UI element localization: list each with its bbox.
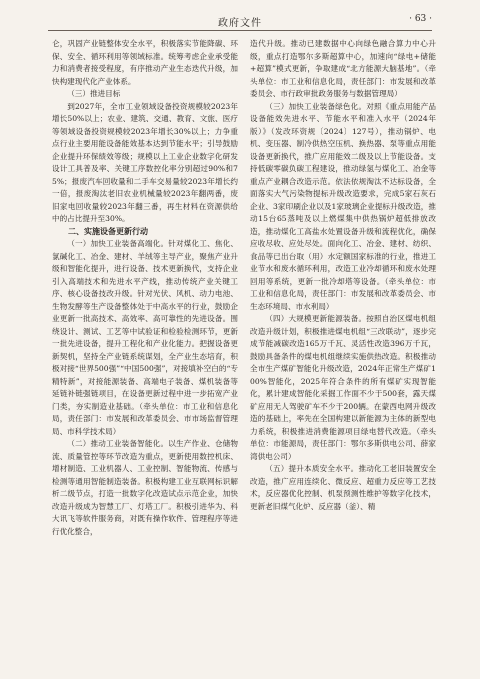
page-header	[0, 0, 480, 32]
right-column	[250, 38, 436, 674]
section-heading: 二、实施设备更新行动	[68, 226, 148, 236]
left-column	[52, 38, 238, 674]
paragraph: 到2027年，全市工业领域设备投资规模较2023年增长50%以上；农业、建筑、交通、教育、文旅、医疗等领域设备投资规模较2023年增长30%以上；力争重点行业主要用能设备能效基本达到节能水平；引导鼓励企业提升环保绩效等级；规模以上工业企业数字化研发设计工具普及率、关键工序数控化率分别超过90%和75%；报废汽车回收量和二手车交易量较2023年增长约一倍，报废淘汰老旧农业机械量较2023年翻两番，废旧家电回收量较2023年翻三番，再生材料在资源供给中的占比提升至30%。	[52, 101, 238, 223]
header-rule	[48, 30, 432, 31]
subsection-heading: （三）推进目标	[67, 89, 121, 98]
paragraph: （一）加快工业装备高端化。针对煤化工、焦化、氯碱化工、冶金、建材、羊绒等主导产业，聚焦产业升级和智能化提升，进行设备、技术更新换代，支持企业引入高端技术和先进水平产线，推动传统产业关键工序、核心设备技改升级。针对光伏、风机、动力电池、生物发酵等生产设备整体处于中高水平的行业，鼓励企业更新一批高技术、高效率、高可靠性的先进设备。围绕设计、测试、工艺等中试验证和检验检测环节，更新一批先进设备，提升工程化和产业化能力。把握设备更新契机，坚持全产业链系统谋划，全产业生态培育，积极对接“世界500强”“中国500强”，对接填补空白的“专精特新”，对接能源装备、高端电子装备、煤机装备等延链补链强链项目，在设备更新过程中进一步拓宽产业门类，夯实制造业基础。（牵头单位：市工业和信息化局，责任部门：市发展和改革委员会、市市场监督管理局、市科学技术局）	[52, 239, 238, 436]
journal-title: 政府文件	[218, 18, 262, 29]
paragraph: （五）提升本质安全水平。推动化工老旧装置安全改造，推广应用连续化、微反应、超重力反应等工艺技术，反应器优化控制、机泵预测性维护等数字化技术，更新老旧煤气化炉、反应器（釜）、精	[250, 464, 436, 511]
paragraph: （四）大规模更新能源装备。按照自治区煤电机组改造升级计划，积极推进煤电机组“三改联动”，逐步完成节能减碳改造165万千瓦、灵活性改造396万千瓦，鼓励具备条件的煤电机组继续实施供热改造。积极推动全市生产煤矿智能化升级改造，2024年正常生产煤矿100%智能化，2025年符合条件的所有煤矿实现智能化，累计建成智能化采掘工作面不少于500套，露天煤矿应用无人驾驶矿车不少于200辆。在蒙西电网升级改造的基础上，率先在全国构建以新能源为主体的新型电力系统，积极推进消费能源项目绿电替代改造。（牵头单位：市能源局，责任部门：鄂尔多斯供电公司、薛家湾供电公司）	[250, 314, 436, 461]
page-number: · 63 ·	[409, 14, 432, 24]
paragraph: （三）加快工业装备绿色化。对照《重点用能产品设备能效先进水平、节能水平和准入水平（2024年版）》（发改环资规〔2024〕127号），推动锅炉、电机、变压器、制冷供热空压机、换热器、泵等重点用能设备更新换代，推广应用能效二级及以上节能设备。支持低碳零碳负碳工程建设，推动绿氢与煤化工、冶金等重点产业耦合改造示范。依法依规淘汰不达标设备，全面落实大气污染物提标升级改造要求，完成5家石灰石企业、3家印刷企业以及1家玻璃企业提标升级改造，推动15台65蒸吨及以上燃煤集中供热锅炉超低排放改造，推动煤化工高盐水处置设备升级和流程优化，确保应收尽收、应处尽处。面向化工、冶金、建材、纺织、食品等已出台取（用）水定额国家标准的行业，推进工业节水和废水循环利用，改造工业冷却循环和废水处理回用等系统，更新一批冷却塔等设备。（牵头单位：市工业和信息化局，责任部门：市发展和改革委员会、市生态环境局、市水利局）	[250, 101, 436, 311]
paragraph: 仑，巩固产业链整体安全水平，积极落实节能降碳、环保、安全、循环利用等领域标准。统筹考虑企业承受能力和消费者接受程度，有序推动产业生态迭代升级，加快构建现代化产业体系。	[52, 39, 238, 86]
paragraph: 造代升级。推动已建数据中心向绿色融合算力中心升级，重点打造鄂尔多斯超算中心，加速向“绿电+储能+超算”模式更新，争取建成“北方能源大脑基地”。（牵头单位：市工业和信息化局，责任部门：市发展和改革委员会、市行政审批政务服务与数据管理局）	[250, 39, 436, 98]
paragraph: （二）推动工业装备智能化。以生产作业、仓储物流、质量管控等环节改造为重点，更新使用数控机床、增材制造、工业机器人、工业控制、智能物流、传感与检测等通用智能制造装备。积极构建工业互联网标识解析二级节点，打造一批数字化改造试点示范企业，加快改造升级成为智慧工厂、灯塔工厂。积极引进华为、科大讯飞等软件服务商，对既有操作软件、管理程序等进行优化整合，	[52, 439, 238, 536]
article-body	[52, 38, 436, 674]
